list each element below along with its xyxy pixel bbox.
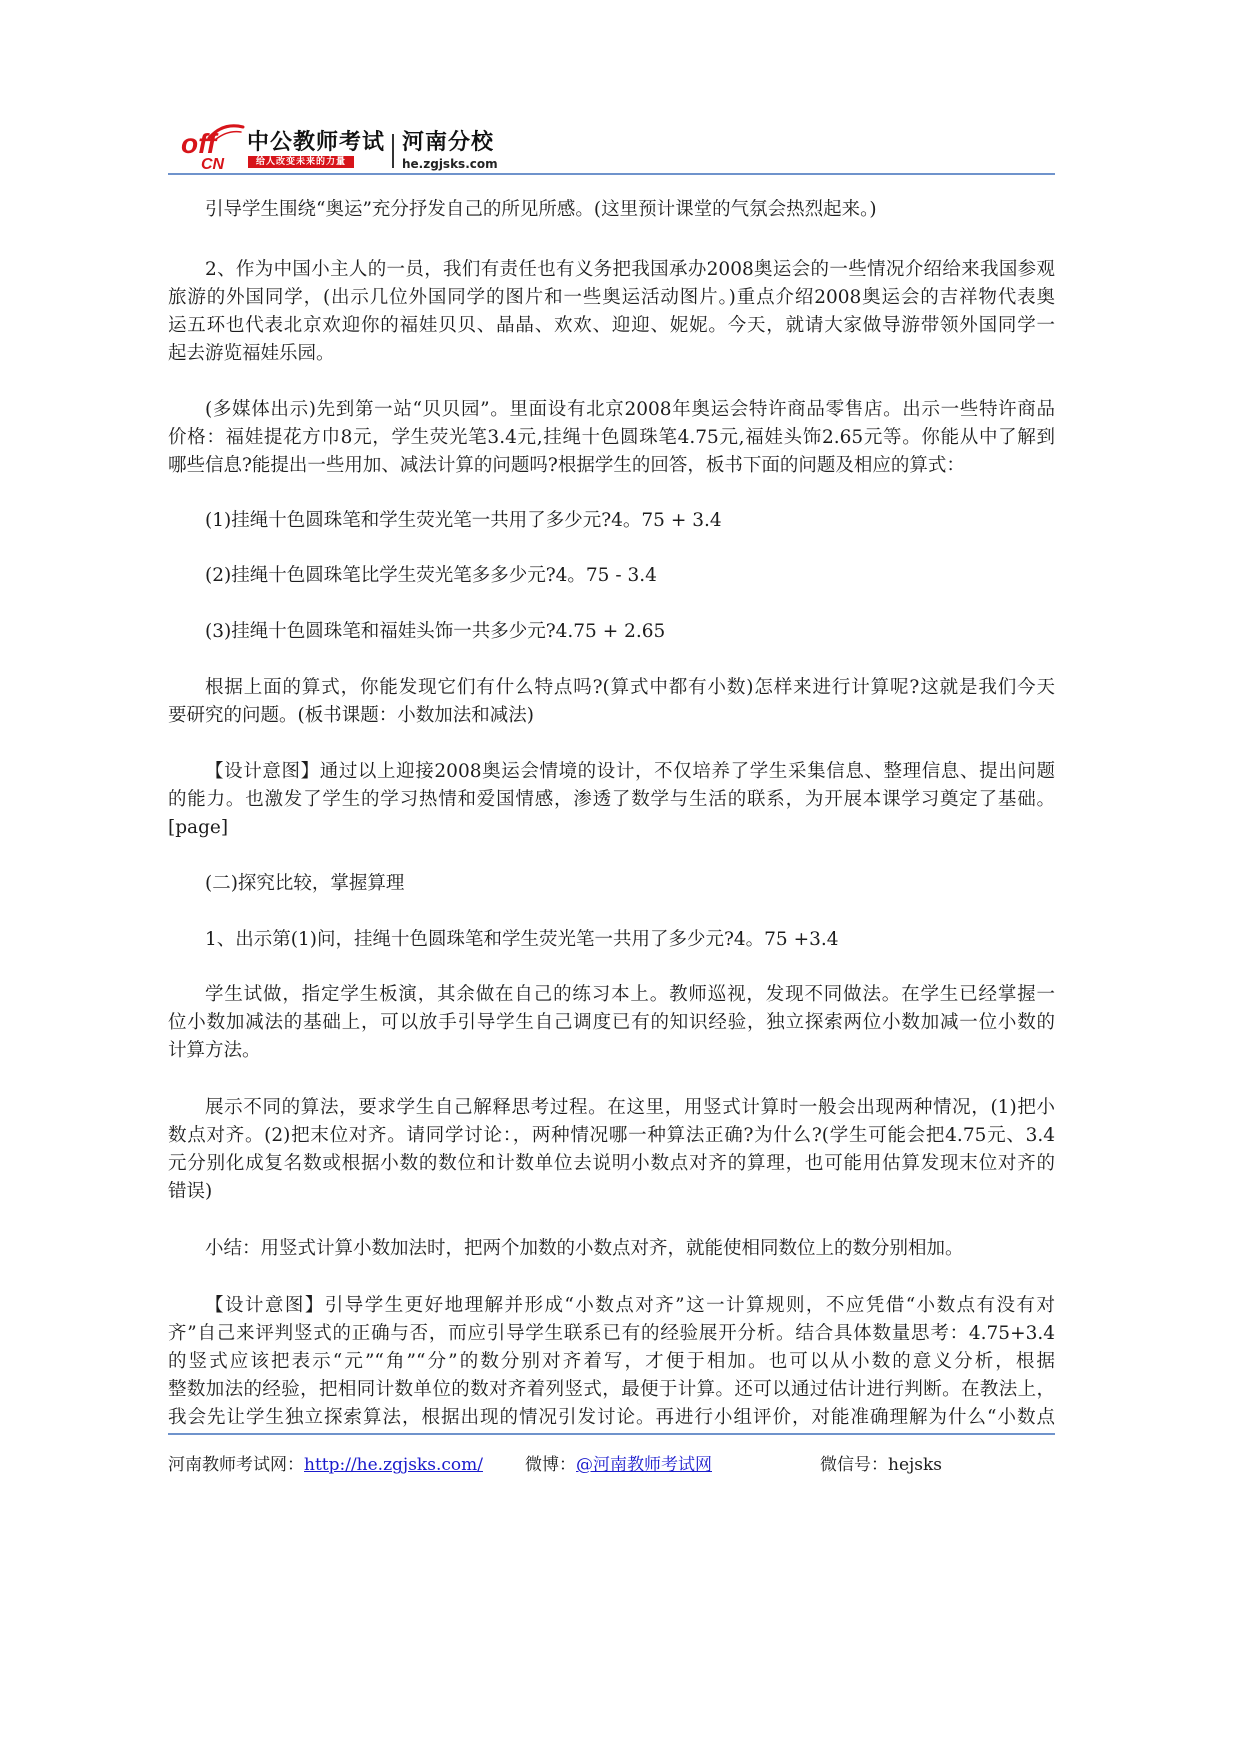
paragraph-line: 要研究的问题。(板书课题：小数加法和减法)	[168, 705, 534, 726]
paragraph-line: 根据上面的算式，你能发现它们有什么特点吗?(算式中都有小数)怎样来进行计算呢?这就是我们今天	[205, 677, 1055, 698]
section-heading	[168, 870, 1055, 898]
header-separator	[392, 134, 394, 168]
paragraph-line: 计算方法。	[168, 1040, 261, 1061]
brand-name: 中公教师考试	[247, 130, 386, 155]
paragraph-line: 我会先让学生独立探索算法，根据出现的情况引发讨论。再进行小组评价，对能准确理解为什么“小数点	[168, 1407, 1055, 1428]
paragraph-line: 1、出示第(1)问，挂绳十色圆珠笔和学生荧光笔一共用了多少元?4。75 +3.4	[205, 929, 839, 950]
logo-text-sub: CN	[201, 156, 225, 172]
paragraph-line: 哪些信息?能提出一些用加、减法计算的问题吗?根据学生的回答，板书下面的问题及相应的算式：	[168, 455, 965, 476]
paragraph-line: 的竖式应该把表示“元”“角”“分”的数分别对齐着写，才便于相加。也可以从小数的意义分析，根据	[168, 1351, 1055, 1372]
footer-site-label: 河南教师考试网：	[168, 1455, 304, 1475]
offcn-logo	[181, 122, 245, 172]
footer-wechat	[820, 1452, 942, 1478]
branch-url: he.zgjsks.com	[402, 157, 498, 171]
brand-tagline: 给人改变未来的力量	[248, 156, 354, 168]
paragraph	[168, 674, 1055, 730]
paragraph-line: 展示不同的算法，要求学生自己解释思考过程。在这里，用竖式计算时一般会出现两种情况，(1)把小	[205, 1097, 1055, 1118]
paragraph	[168, 256, 1055, 368]
paragraph	[168, 196, 1055, 224]
paragraph	[168, 396, 1055, 480]
paragraph-line: (2)挂绳十色圆珠笔比学生荧光笔多多少元?4。75 - 3.4	[205, 565, 657, 586]
paragraph	[168, 1094, 1055, 1206]
paragraph-line: (1)挂绳十色圆珠笔和学生荧光笔一共用了多少元?4。75 + 3.4	[205, 510, 722, 531]
paragraph-line: 小结：用竖式计算小数加法时，把两个加数的小数点对齐，就能使相同数位上的数分别相加。	[205, 1238, 964, 1259]
paragraph-line: 元分别化成复名数或根据小数的数位和计数单位去说明小数点对齐的算理，也可能用估算发现末位对齐的	[168, 1153, 1055, 1174]
paragraph-line: 【设计意图】引导学生更好地理解并形成“小数点对齐”这一计算规则，不应凭借“小数点有没有对	[205, 1295, 1055, 1316]
paragraph-line: 数点对齐。(2)把末位对齐。请同学讨论：，两种情况哪一种算法正确?为什么?(学生可能会把4.75元、3.4	[168, 1125, 1055, 1146]
paragraph-line: (多媒体出示)先到第一站“贝贝园”。里面设有北京2008年奥运会特许商品零售店。出示一些特许商品	[205, 399, 1055, 420]
paragraph-line: 价格：福娃提花方巾8元，学生荧光笔3.4元,挂绳十色圆珠笔4.75元,福娃头饰2.65元等。你能从中了解到	[168, 427, 1055, 448]
paragraph-line: 齐”自己来评判竖式的正确与否，而应引导学生联系已有的经验展开分析。结合具体数量思考：4.75+3.4	[168, 1323, 1055, 1344]
paragraph-line: 2、作为中国小主人的一员，我们有责任也有义务把我国承办2008奥运会的一些情况介绍给来我国参观	[205, 259, 1055, 280]
paragraph-line: 起去游览福娃乐园。	[168, 343, 335, 364]
logo-text-main: off	[181, 128, 217, 159]
footer-rule	[168, 1433, 1055, 1435]
footer-wechat-label: 微信号：	[820, 1455, 888, 1475]
paragraph-line: 整数加法的经验，把相同计数单位的数对齐着列竖式，最便于计算。还可以通过估计进行判断。在教法上，	[168, 1379, 1055, 1400]
paragraph-line: (二)探究比较，掌握算理	[205, 873, 405, 894]
paragraph-line: (3)挂绳十色圆珠笔和福娃头饰一共多少元?4.75 + 2.65	[205, 621, 666, 642]
footer-weibo-link[interactable]: @河南教师考试网	[576, 1455, 712, 1475]
footer-site-link[interactable]: http://he.zgjsks.com/	[304, 1455, 483, 1475]
paragraph	[168, 618, 1055, 646]
offcn-logo-icon	[181, 122, 245, 172]
header-rule	[168, 173, 1055, 175]
branch-name: 河南分校	[402, 130, 495, 155]
paragraph	[168, 926, 1055, 954]
paragraph	[168, 981, 1055, 1065]
paragraph-line: 引导学生围绕“奥运”充分抒发自己的所见所感。(这里预计课堂的气氛会热烈起来。)	[205, 199, 877, 220]
paragraph	[168, 1235, 1055, 1263]
paragraph-line: 的能力。也激发了学生的学习热情和爱国情感，渗透了数学与生活的联系，为开展本课学习奠定了基础。	[168, 789, 1055, 810]
footer-site	[168, 1452, 483, 1478]
paragraph	[168, 758, 1055, 842]
paragraph-line: [page]	[168, 817, 229, 838]
paragraph-line: 位小数加减法的基础上，可以放手引导学生自己调度已有的知识经验，独立探索两位小数加减一位小数的	[168, 1012, 1055, 1033]
paragraph	[168, 507, 1055, 535]
footer-weibo-label: 微博：	[525, 1455, 576, 1475]
footer-weibo	[525, 1452, 712, 1478]
paragraph-line: 【设计意图】通过以上迎接2008奥运会情境的设计，不仅培养了学生采集信息、整理信息、提出问题	[205, 761, 1055, 782]
paragraph	[168, 562, 1055, 590]
paragraph	[168, 1292, 1055, 1432]
paragraph-line: 错误)	[168, 1181, 213, 1202]
paragraph-line: 学生试做，指定学生板演，其余做在自己的练习本上。教师巡视，发现不同做法。在学生已经掌握一	[205, 984, 1055, 1005]
paragraph-line: 旅游的外国同学，(出示几位外国同学的图片和一些奥运活动图片。)重点介绍2008奥运会的吉祥物代表奥	[168, 287, 1055, 308]
paragraph-line: 运五环也代表北京欢迎你的福娃贝贝、晶晶、欢欢、迎迎、妮妮。今天，就请大家做导游带领外国同学一	[168, 315, 1055, 336]
footer-wechat-id: hejsks	[888, 1455, 943, 1475]
